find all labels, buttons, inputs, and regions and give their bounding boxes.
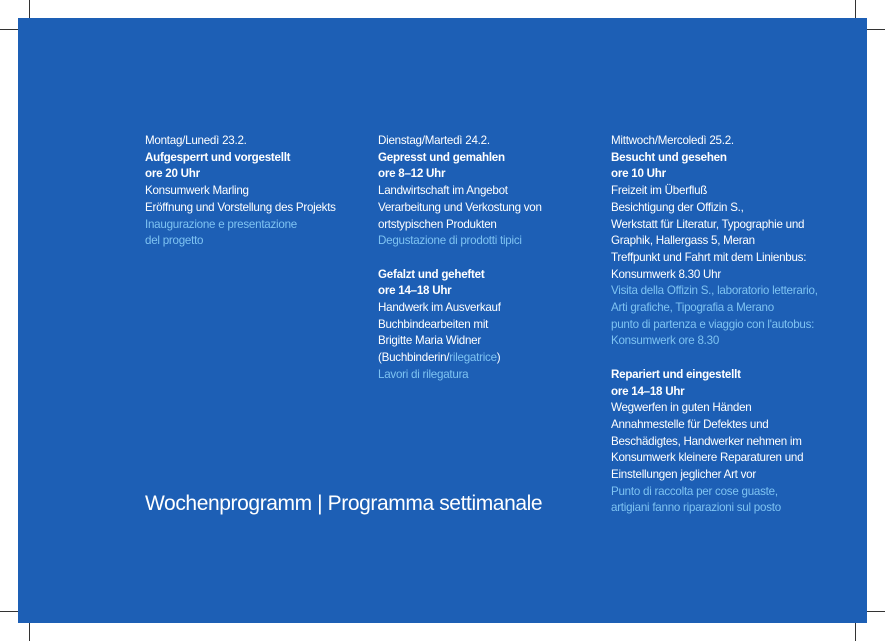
wednesday-event1-line-5: Treffpunkt und Fahrt mit dem Linienbus: [611, 250, 807, 264]
tuesday-event1-title: Gepresst und gemahlen [378, 150, 505, 164]
tuesday-event2-line-4 [378, 350, 542, 367]
crop-mark-tr-h [867, 29, 885, 30]
wednesday-event2-it-1: Punto di raccolta per cose guaste, [611, 484, 778, 498]
program-title: Wochenprogramm | Programma settimanale [145, 492, 543, 515]
tuesday-event1-time: ore 8–12 Uhr [378, 167, 446, 181]
tuesday-event2-line-3: Brigitte Maria Widner [378, 334, 481, 348]
crop-mark-bl-h [0, 611, 18, 612]
wednesday-event1-it-3: punto di partenza e viaggio con l'autobus: [611, 317, 815, 331]
crop-mark-tl-h [0, 29, 18, 30]
monday-event-title: Aufgesperrt und vorgestellt [145, 150, 291, 164]
wednesday-event2-line-4: Konsumwerk kleinere Reparaturen und [611, 451, 804, 465]
monday-event-desc: Eröffnung und Vorstellung des Projekts [145, 200, 336, 214]
wednesday-event2-line-2: Annahmestelle für Defektes und [611, 417, 769, 431]
tuesday-event1-it-1: Degustazione di prodotti tipici [378, 234, 522, 248]
wednesday-event2-line-5: Einstellungen jeglicher Art vor [611, 468, 756, 482]
tuesday-event2-line-4-close: ) [496, 351, 501, 365]
crop-mark-bl-v [29, 623, 30, 641]
tuesday-event2-line-4-open: (Buchbinderin/ [378, 351, 450, 365]
wednesday-event2-line-3: Beschädigtes, Handwerker nehmen im [611, 434, 802, 448]
tuesday-event2-line-1: Handwerk im Ausverkauf [378, 301, 501, 315]
crop-mark-tr-v [855, 0, 856, 18]
wednesday-event1-it-2: Arti grafiche, Tipografia a Merano [611, 301, 774, 315]
wednesday-event2-line-1: Wegwerfen in guten Händen [611, 401, 752, 415]
tuesday-event1-line-1: Landwirtschaft im Angebot [378, 184, 508, 198]
tuesday-event2-line-2: Buchbindearbeiten mit [378, 317, 489, 331]
tuesday-event2-time: ore 14–18 Uhr [378, 284, 452, 298]
monday-event-it-2: del progetto [145, 234, 204, 248]
tuesday-event1-line-3: ortstypischen Produkten [378, 217, 497, 231]
wednesday-event2-title: Repariert und eingestellt [611, 367, 741, 381]
crop-mark-br-v [855, 623, 856, 641]
spacer [611, 350, 818, 367]
wednesday-event1-time: ore 10 Uhr [611, 167, 666, 181]
monday-event-time: ore 20 Uhr [145, 167, 200, 181]
tuesday-date: Dienstag/Martedì 24.2. [378, 134, 490, 147]
wednesday-event1-title: Besucht und gesehen [611, 150, 727, 164]
wednesday-event1-it-4: Konsumwerk ore 8.30 [611, 334, 720, 348]
wednesday-date: Mittwoch/Mercoledì 25.2. [611, 134, 734, 147]
monday-column [145, 133, 336, 250]
wednesday-event1-line-4: Graphik, Hallergass 5, Meran [611, 234, 755, 248]
crop-mark-br-h [867, 611, 885, 612]
wednesday-event1-line-3: Werkstatt für Literatur, Typographie und [611, 217, 805, 231]
monday-event-place: Konsumwerk Marling [145, 184, 249, 198]
wednesday-event1-line-6: Konsumwerk 8.30 Uhr [611, 267, 721, 281]
wednesday-event1-line-2: Besichtigung der Offizin S., [611, 200, 744, 214]
wednesday-event1-it-1: Visita della Offizin S., laboratorio letterario, [611, 284, 818, 298]
tuesday-event1-line-2: Verarbeitung und Verkostung von [378, 200, 542, 214]
monday-event-it-1: Inaugurazione e presentazione [145, 217, 297, 231]
tuesday-event2-it-1: Lavori di rilegatura [378, 367, 469, 381]
wednesday-column [611, 133, 818, 517]
tuesday-column [378, 133, 542, 384]
tuesday-event2-title: Gefalzt und geheftet [378, 267, 485, 281]
wednesday-event1-line-1: Freizeit im Überfluß [611, 184, 708, 198]
wednesday-event2-time: ore 14–18 Uhr [611, 384, 685, 398]
crop-mark-tl-v [29, 0, 30, 18]
monday-date: Montag/Lunedì 23.2. [145, 134, 247, 147]
spacer [378, 250, 542, 267]
wednesday-event2-it-2: artigiani fanno riparazioni sul posto [611, 501, 781, 515]
tuesday-event2-line-4-it: rilegatrice [449, 351, 497, 365]
